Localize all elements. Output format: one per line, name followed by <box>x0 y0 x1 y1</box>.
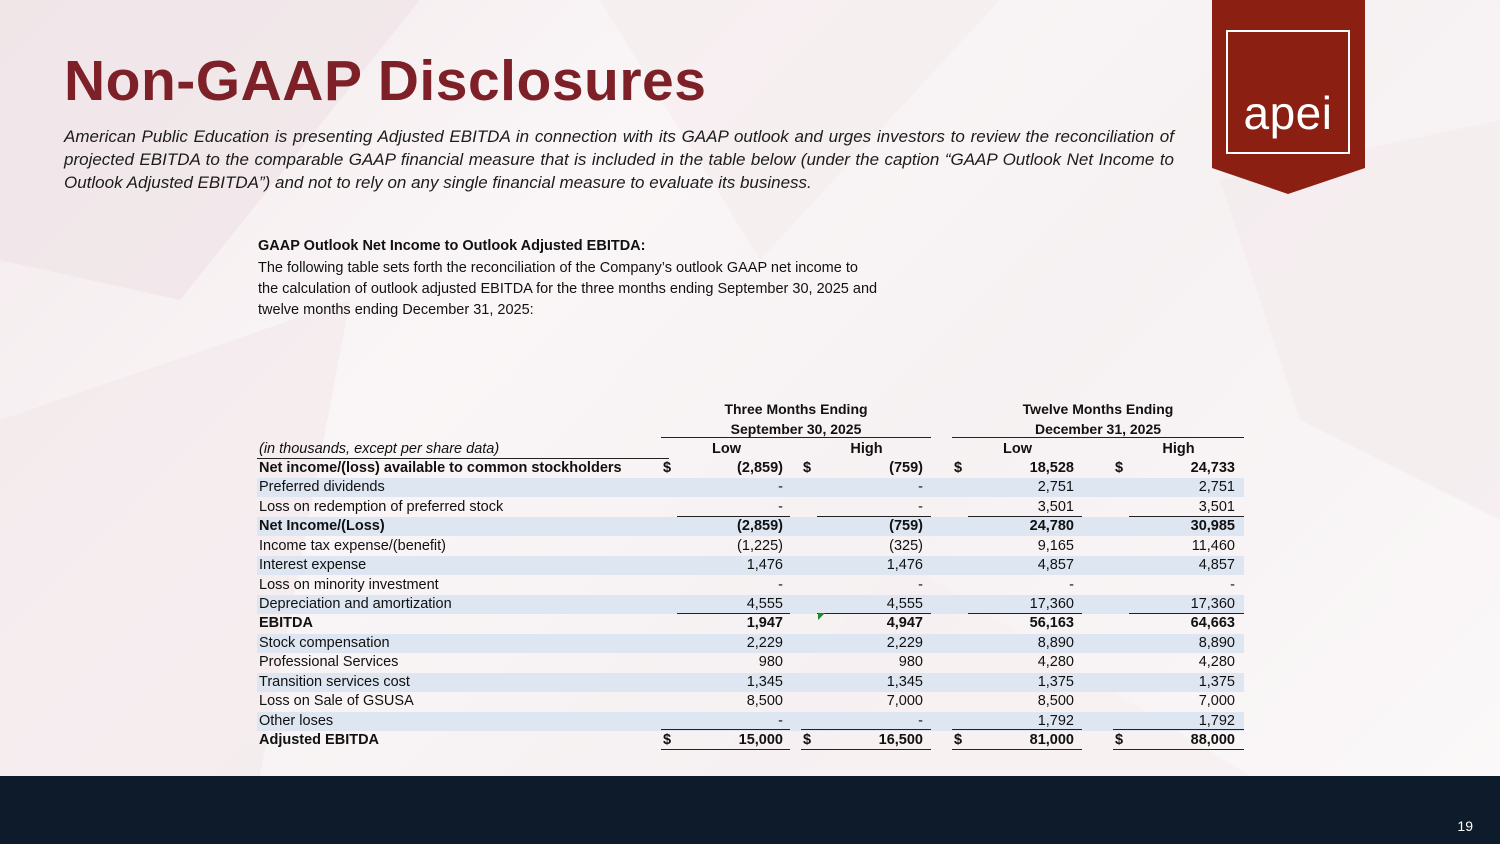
table-row <box>257 692 1244 711</box>
value-cell: 16,500 <box>878 732 923 749</box>
row-label: Stock compensation <box>259 634 390 651</box>
period-header-line: Twelve Months Ending <box>1022 401 1174 417</box>
value-cell: (759) <box>889 460 923 476</box>
total-underline <box>1113 749 1244 750</box>
value-cell: 1,792 <box>1037 712 1074 729</box>
currency-symbol: $ <box>663 732 672 749</box>
period-underline <box>952 437 1244 438</box>
currency-symbol: $ <box>1115 732 1124 749</box>
value-cell: 9,165 <box>1037 537 1074 554</box>
value-cell: 8,500 <box>1037 693 1074 710</box>
units-note: (in thousands, except per share data) <box>259 441 500 457</box>
table-row <box>257 634 1244 653</box>
period-header-line: Three Months Ending <box>724 401 868 417</box>
value-cell: 8,890 <box>1198 634 1235 651</box>
value-cell: 3,501 <box>1037 498 1074 515</box>
value-cell: 8,890 <box>1037 634 1074 651</box>
column-header-row <box>257 440 1244 459</box>
value-cell: (759) <box>889 518 923 535</box>
page-title: Non-GAAP Disclosures <box>64 49 707 113</box>
value-cell: - <box>918 576 923 593</box>
row-label: Loss on minority investment <box>259 576 439 593</box>
value-cell: (1,225) <box>737 537 783 554</box>
value-cell: 18,528 <box>1029 460 1074 476</box>
currency-symbol: $ <box>954 732 963 749</box>
period-header-line: December 31, 2025 <box>1034 421 1162 437</box>
row-label: EBITDA <box>259 615 313 632</box>
currency-symbol: $ <box>1115 460 1124 476</box>
value-cell: 1,476 <box>746 557 783 574</box>
table-row <box>257 498 1244 517</box>
value-cell: (2,859) <box>737 518 783 535</box>
value-cell: 1,947 <box>746 615 783 632</box>
value-cell: 4,555 <box>886 596 923 612</box>
value-cell: 1,375 <box>1037 673 1074 690</box>
table-row <box>257 576 1244 595</box>
value-cell: 1,375 <box>1198 673 1235 690</box>
section-description-line: the calculation of outlook adjusted EBITDA for the three months ending September 30, 2025 and <box>258 281 878 297</box>
value-cell: 980 <box>758 654 783 671</box>
value-cell: 980 <box>898 654 923 671</box>
subtotal-rule <box>661 729 790 730</box>
value-cell: 2,751 <box>1037 479 1074 496</box>
value-cell: 7,000 <box>886 693 923 710</box>
table-row <box>257 614 1244 633</box>
value-cell: - <box>778 576 783 593</box>
value-cell: 2,229 <box>886 634 923 651</box>
table-row <box>257 556 1244 575</box>
value-cell: 11,460 <box>1191 537 1235 554</box>
row-label: Other loses <box>259 712 334 729</box>
row-label: Loss on Sale of GSUSA <box>259 693 414 710</box>
total-underline <box>661 749 790 750</box>
value-cell: 4,555 <box>746 596 783 612</box>
table-row <box>257 478 1244 497</box>
subtotal-rule <box>952 729 1082 730</box>
period-header-twelve-months <box>952 399 1244 439</box>
value-cell: 30,985 <box>1190 518 1235 535</box>
value-cell: - <box>1230 576 1235 593</box>
row-label: Loss on redemption of preferred stock <box>259 498 504 515</box>
table-row <box>257 731 1244 750</box>
footer-bar <box>0 776 1500 844</box>
value-cell: 2,751 <box>1198 479 1235 496</box>
table-row <box>257 673 1244 692</box>
value-cell: 4,947 <box>886 615 923 632</box>
table-row <box>257 595 1244 614</box>
table-row <box>257 459 1244 478</box>
logo-wordmark: apei <box>1243 87 1333 139</box>
value-cell: 3,501 <box>1198 498 1235 515</box>
value-cell: - <box>918 712 923 729</box>
value-cell: 1,476 <box>886 557 923 574</box>
total-underline <box>801 749 931 750</box>
row-label: Net income/(loss) available to common stockholders <box>259 460 622 476</box>
value-cell: 15,000 <box>738 732 783 749</box>
row-label: Income tax expense/(benefit) <box>259 537 446 554</box>
column-header-high: High <box>850 441 883 457</box>
currency-symbol: $ <box>954 460 963 476</box>
table-row <box>257 712 1244 731</box>
row-label: Depreciation and amortization <box>259 596 452 612</box>
value-cell: (2,859) <box>737 460 783 476</box>
value-cell: 81,000 <box>1029 732 1074 749</box>
value-cell: - <box>1069 576 1074 593</box>
page-number: 19 <box>1457 818 1473 834</box>
section-heading: GAAP Outlook Net Income to Outlook Adjusted EBITDA: <box>258 238 646 254</box>
currency-symbol: $ <box>663 460 672 476</box>
value-cell: 17,360 <box>1190 596 1235 612</box>
section-description-line: The following table sets forth the reconciliation of the Company’s outlook GAAP net income to <box>258 260 858 276</box>
value-cell: 24,733 <box>1190 460 1235 476</box>
value-cell: - <box>918 498 923 515</box>
value-cell: 88,000 <box>1190 732 1235 749</box>
section-description-line: twelve months ending December 31, 2025: <box>258 302 534 318</box>
value-cell: - <box>778 712 783 729</box>
value-cell: - <box>778 479 783 496</box>
column-header-high: High <box>1162 441 1195 457</box>
value-cell: 64,663 <box>1190 615 1235 632</box>
row-label: Preferred dividends <box>259 479 385 496</box>
value-cell: 24,780 <box>1029 518 1074 535</box>
logo-frame <box>1226 30 1350 154</box>
period-header-line: September 30, 2025 <box>730 421 862 437</box>
period-underline <box>661 437 931 438</box>
apei-logo <box>1212 0 1365 196</box>
table-row <box>257 653 1244 672</box>
intro-paragraph: American Public Education is presenting Adjusted EBITDA in connection with its GAAP outlook and urges investors to review the reconciliation of projected EBITDA to the comparable GAAP financial measure that is included in the table below (under the caption “GAAP Outlook Net Income to Outlook Adjusted EBITDA”) and not to rely on any single financial measure to evaluate its business. <box>64 127 1174 192</box>
value-cell: - <box>778 498 783 515</box>
value-cell: 8,500 <box>746 693 783 710</box>
value-cell: 17,360 <box>1029 596 1074 612</box>
value-cell: 4,280 <box>1198 654 1235 671</box>
value-cell: 56,163 <box>1029 615 1074 632</box>
value-cell: 1,345 <box>746 673 783 690</box>
cell-comment-marker <box>818 613 825 620</box>
currency-symbol: $ <box>803 460 812 476</box>
column-header-low: Low <box>1003 441 1032 457</box>
value-cell: 4,857 <box>1198 557 1235 574</box>
column-header-low: Low <box>712 441 741 457</box>
value-cell: 4,280 <box>1037 654 1074 671</box>
currency-symbol: $ <box>803 732 812 749</box>
section-description <box>258 258 948 321</box>
row-label: Interest expense <box>259 557 367 574</box>
period-header-three-months <box>661 399 931 439</box>
value-cell: 7,000 <box>1198 693 1235 710</box>
value-cell: 2,229 <box>746 634 783 651</box>
subtotal-rule <box>801 729 931 730</box>
value-cell: 4,857 <box>1037 557 1074 574</box>
total-underline <box>952 749 1082 750</box>
value-cell: - <box>918 479 923 496</box>
subtotal-rule <box>1113 729 1244 730</box>
value-cell: 1,345 <box>886 673 923 690</box>
row-label: Professional Services <box>259 654 399 671</box>
table-row <box>257 517 1244 536</box>
row-label: Transition services cost <box>259 673 410 690</box>
value-cell: 1,792 <box>1198 712 1235 729</box>
value-cell: (325) <box>889 537 923 554</box>
row-label: Net Income/(Loss) <box>259 518 385 535</box>
table-row <box>257 537 1244 556</box>
row-label: Adjusted EBITDA <box>259 732 380 749</box>
